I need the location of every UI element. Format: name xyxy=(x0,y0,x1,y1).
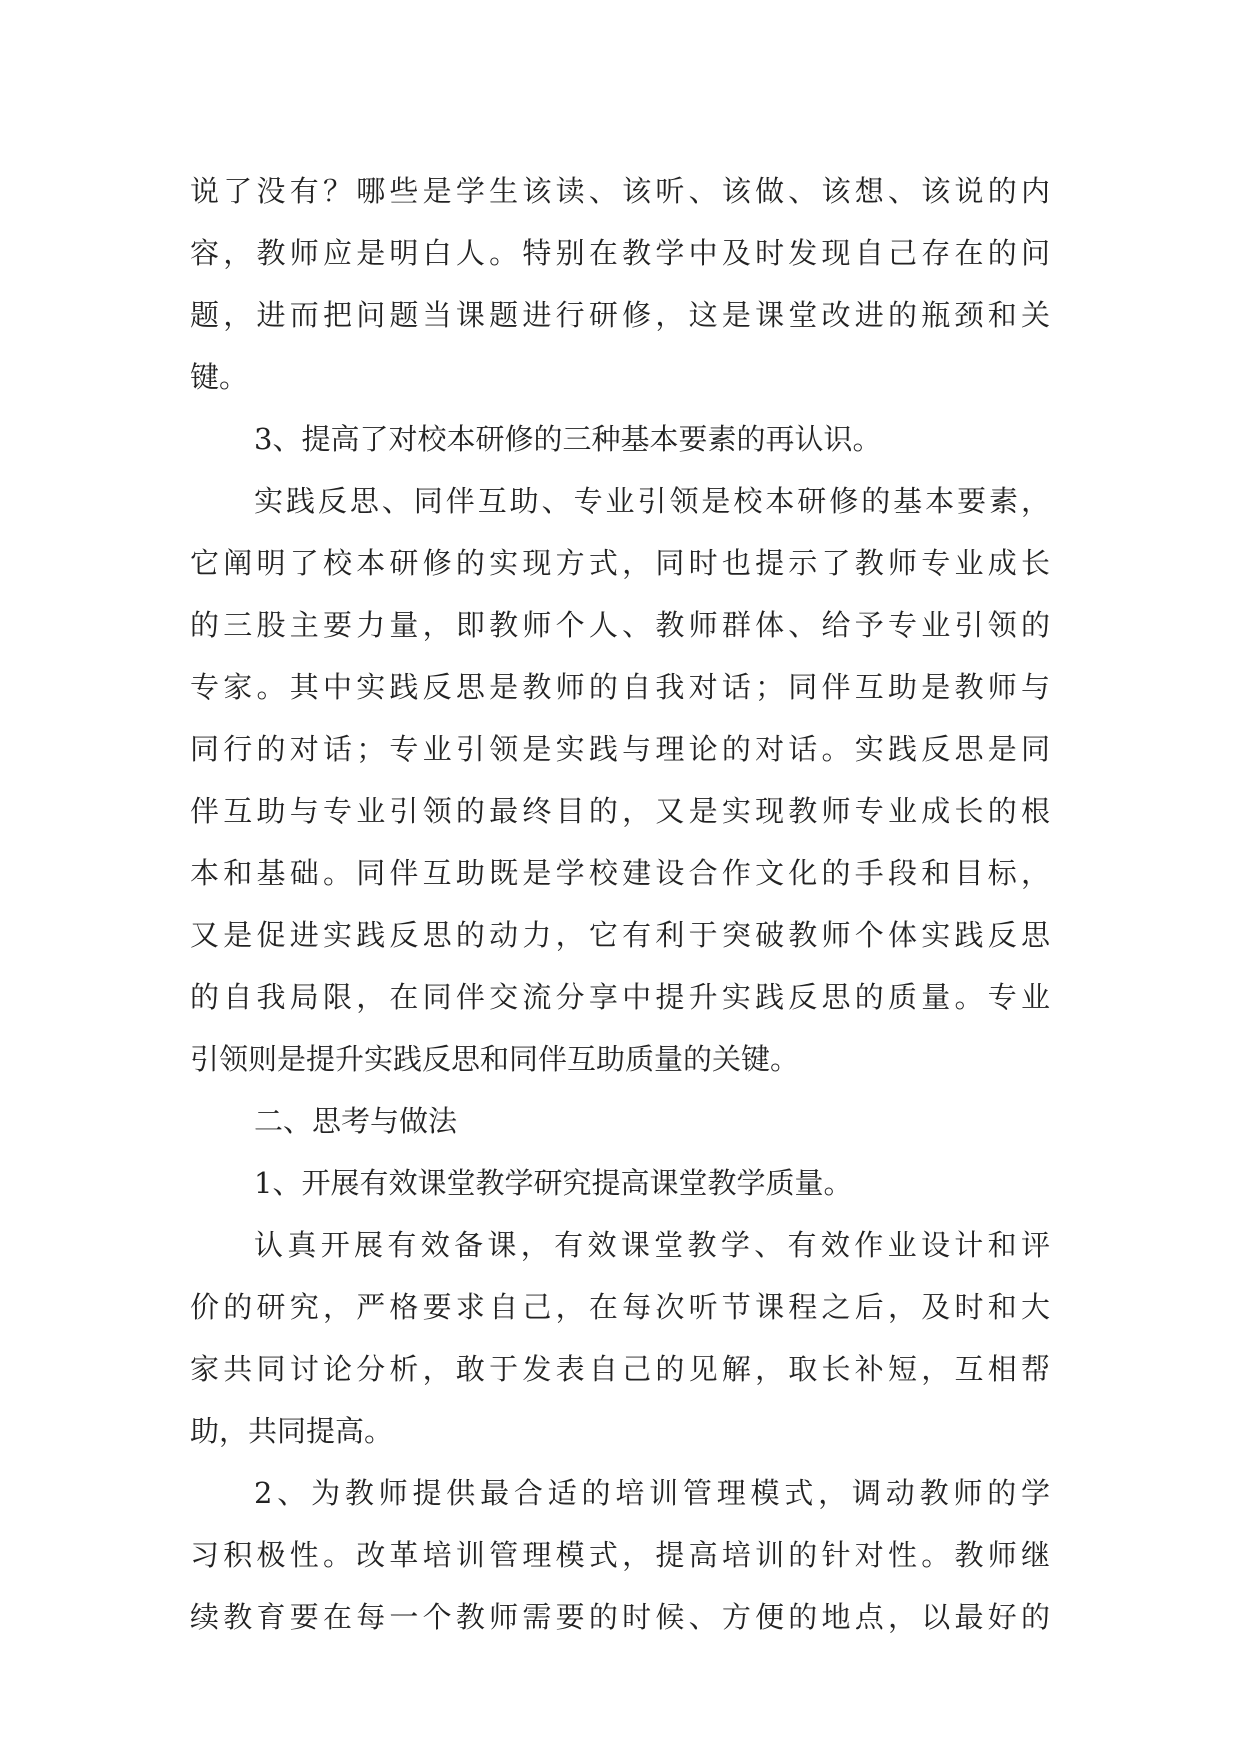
text-line: 容，教师应是明白人。特别在教学中及时发现自己存在的问 xyxy=(190,236,1050,270)
text-line: 本和基础。同伴互助既是学校建设合作文化的手段和目标， xyxy=(190,856,1050,890)
text-line: 题，进而把问题当课题进行研修，这是课堂改进的瓶颈和关 xyxy=(190,298,1050,332)
text-line: 伴互助与专业引领的最终目的，又是实现教师专业成长的根 xyxy=(190,794,1050,828)
section-heading: 二、思考与做法 xyxy=(254,1104,458,1138)
text-line: 价的研究，严格要求自己，在每次听节课程之后，及时和大 xyxy=(190,1290,1050,1324)
document-body xyxy=(190,160,1050,1648)
text-line: 认真开展有效备课，有效课堂教学、有效作业设计和评 xyxy=(254,1228,1050,1262)
section-heading: 1、开展有效课堂教学研究提高课堂教学质量。 xyxy=(254,1166,853,1200)
text-line: 说了没有？哪些是学生该读、该听、该做、该想、该说的内 xyxy=(190,174,1050,208)
text-line: 专家。其中实践反思是教师的自我对话；同伴互助是教师与 xyxy=(190,670,1050,704)
section-heading: 3、提高了对校本研修的三种基本要素的再认识。 xyxy=(254,422,882,456)
text-line: 习积极性。改革培训管理模式，提高培训的针对性。教师继 xyxy=(190,1538,1050,1572)
text-line: 家共同讨论分析，敢于发表自己的见解，取长补短，互相帮 xyxy=(190,1352,1050,1386)
text-line: 又是促进实践反思的动力，它有利于突破教师个体实践反思 xyxy=(190,918,1050,952)
text-line: 续教育要在每一个教师需要的时候、方便的地点，以最好的 xyxy=(190,1600,1050,1634)
text-line: 引领则是提升实践反思和同伴互助质量的关键。 xyxy=(190,1042,800,1076)
text-line: 实践反思、同伴互助、专业引领是校本研修的基本要素， xyxy=(254,484,1050,518)
text-line: 助，共同提高。 xyxy=(190,1414,394,1448)
text-line: 的三股主要力量，即教师个人、教师群体、给予专业引领的 xyxy=(190,608,1050,642)
text-line: 的自我局限，在同伴交流分享中提升实践反思的质量。专业 xyxy=(190,980,1050,1014)
text-line: 同行的对话；专业引领是实践与理论的对话。实践反思是同 xyxy=(190,732,1050,766)
section-heading: 2、为教师提供最合适的培训管理模式，调动教师的学 xyxy=(254,1476,1050,1510)
text-line: 键。 xyxy=(190,360,249,394)
text-line: 它阐明了校本研修的实现方式，同时也提示了教师专业成长 xyxy=(190,546,1050,580)
